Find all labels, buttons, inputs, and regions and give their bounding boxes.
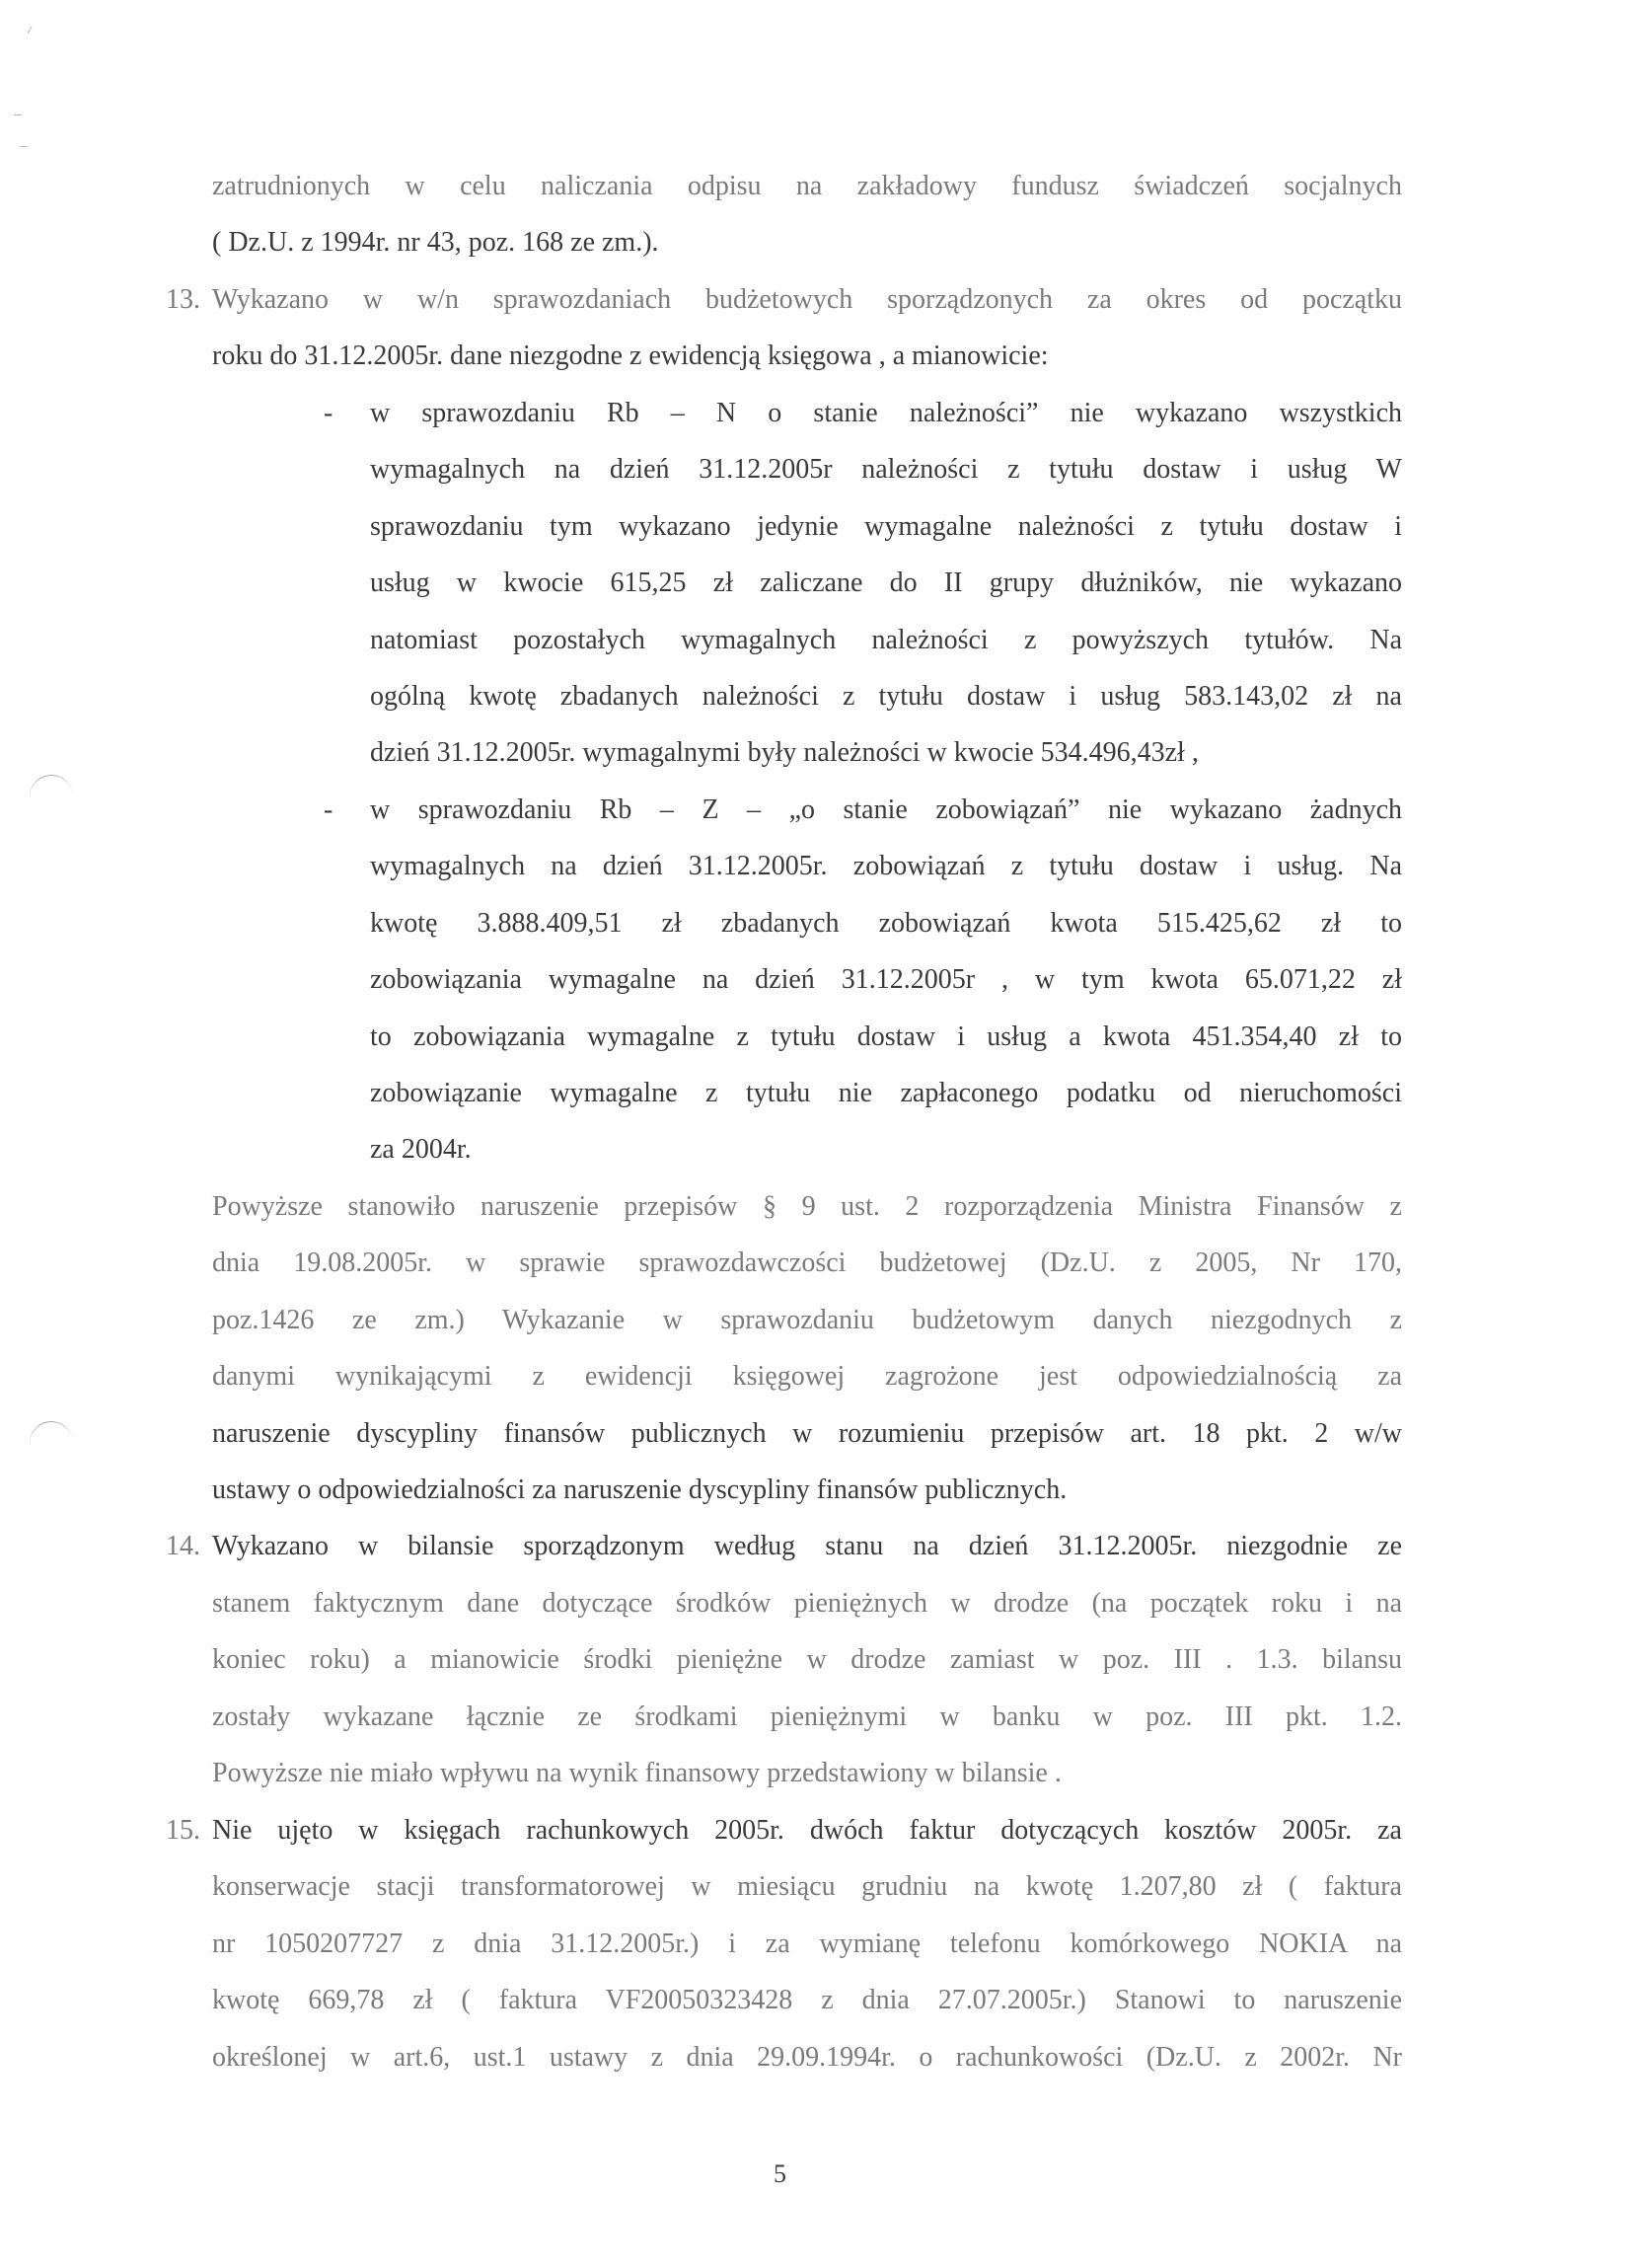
text-line: ogólną kwotę zbadanych należności z tytułu dostaw i usług 583.143,02 zł na	[370, 681, 1402, 712]
text-line: poz.1426 ze zm.) Wykazanie w sprawozdaniu budżetowym danych niezgodnych z	[212, 1305, 1402, 1335]
page-number: 5	[774, 2159, 786, 2188]
text-line: nr 1050207727 z dnia 31.12.2005r.) i za wymianę telefonu komórkowego NOKIA na	[212, 1928, 1402, 1959]
text-line: ( Dz.U. z 1994r. nr 43, poz. 168 ze zm.).	[212, 227, 659, 258]
text-line: Wykazano w bilansie sporządzonym według stanu na dzień 31.12.2005r. niezgodnie ze	[212, 1531, 1402, 1561]
list-number: 15.	[166, 1815, 200, 1846]
text-line: natomiast pozostałych wymagalnych należności z powyższych tytułów. Na	[370, 625, 1402, 655]
text-line: koniec roku) a mianowicie środki pieniężne w drodze zamiast w poz. III . 1.3. bilansu	[212, 1644, 1402, 1675]
text-line: za 2004r.	[370, 1134, 472, 1165]
text-line: danymi wynikającymi z ewidencji księgowej zagrożone jest odpowiedzialnością za	[212, 1361, 1402, 1392]
text-line: wymagalnych na dzień 31.12.2005r należności z tytułu dostaw i usług W	[370, 454, 1402, 485]
list-number: 14.	[166, 1531, 200, 1561]
text-line: zobowiązanie wymagalne z tytułu nie zapłaconego podatku od nieruchomości	[370, 1078, 1402, 1108]
text-line: dnia 19.08.2005r. w sprawie sprawozdawczości budżetowej (Dz.U. z 2005, Nr 170,	[212, 1247, 1402, 1278]
scan-artifact	[20, 146, 28, 147]
scan-artifact	[14, 114, 22, 115]
text-line: w sprawozdaniu Rb – Z – „o stanie zobowiązań” nie wykazano żadnych	[370, 794, 1402, 825]
list-dash: -	[324, 794, 333, 825]
text-line: zatrudnionych w celu naliczania odpisu na zakładowy fundusz świadczeń socjalnych	[212, 171, 1402, 201]
punch-hole-arc	[26, 772, 76, 823]
text-line: Powyższe stanowiło naruszenie przepisów § 9 ust. 2 rozporządzenia Ministra Finansów z	[212, 1191, 1402, 1222]
text-line: zobowiązania wymagalne na dzień 31.12.2005r , w tym kwota 65.071,22 zł	[370, 964, 1402, 995]
text-line: naruszenie dyscypliny finansów publicznych w rozumieniu przepisów art. 18 pkt. 2 w/w	[212, 1418, 1402, 1449]
text-line: Powyższe nie miało wpływu na wynik finansowy przedstawiony w bilansie .	[212, 1758, 1062, 1788]
text-line: usług w kwocie 615,25 zł zaliczane do II grupy dłużników, nie wykazano	[370, 567, 1402, 598]
text-line: kwotę 669,78 zł ( faktura VF20050323428 z dnia 27.07.2005r.) Stanowi to naruszenie	[212, 1985, 1402, 2015]
punch-hole-arc	[26, 1418, 76, 1470]
text-line: Wykazano w w/n sprawozdaniach budżetowych sporządzonych za okres od początku	[212, 284, 1402, 315]
text-line: kwotę 3.888.409,51 zł zbadanych zobowiązań kwota 515.425,62 zł to	[370, 908, 1402, 939]
text-line: w sprawozdaniu Rb – N o stanie należności” nie wykazano wszystkich	[370, 398, 1402, 428]
text-line: konserwacje stacji transformatorowej w miesiącu grudniu na kwotę 1.207,80 zł ( faktura	[212, 1871, 1402, 1902]
text-line: określonej w art.6, ust.1 ustawy z dnia 29.09.1994r. o rachunkowości (Dz.U. z 2002r. Nr	[212, 2042, 1402, 2073]
text-line: ustawy o odpowiedzialności za naruszenie dyscypliny finansów publicznych.	[212, 1474, 1068, 1505]
text-line: zostały wykazane łącznie ze środkami pieniężnymi w banku w poz. III pkt. 1.2.	[212, 1701, 1402, 1732]
text-line: stanem faktycznym dane dotyczące środków pieniężnych w drodze (na początek roku i na	[212, 1588, 1402, 1619]
text-line: Nie ujęto w księgach rachunkowych 2005r. dwóch faktur dotyczących kosztów 2005r. za	[212, 1815, 1402, 1846]
text-line: sprawozdaniu tym wykazano jedynie wymagalne należności z tytułu dostaw i	[370, 511, 1402, 542]
list-number: 13.	[166, 284, 200, 315]
scan-artifact	[28, 27, 33, 34]
text-line: dzień 31.12.2005r. wymagalnymi były należności w kwocie 534.496,43zł ,	[370, 737, 1199, 768]
text-line: to zobowiązania wymagalne z tytułu dostaw i usług a kwota 451.354,40 zł to	[370, 1021, 1402, 1052]
list-dash: -	[324, 398, 333, 428]
text-line: wymagalnych na dzień 31.12.2005r. zobowiązań z tytułu dostaw i usług. Na	[370, 851, 1402, 881]
text-line: roku do 31.12.2005r. dane niezgodne z ewidencją księgowa , a mianowicie:	[212, 340, 1049, 371]
